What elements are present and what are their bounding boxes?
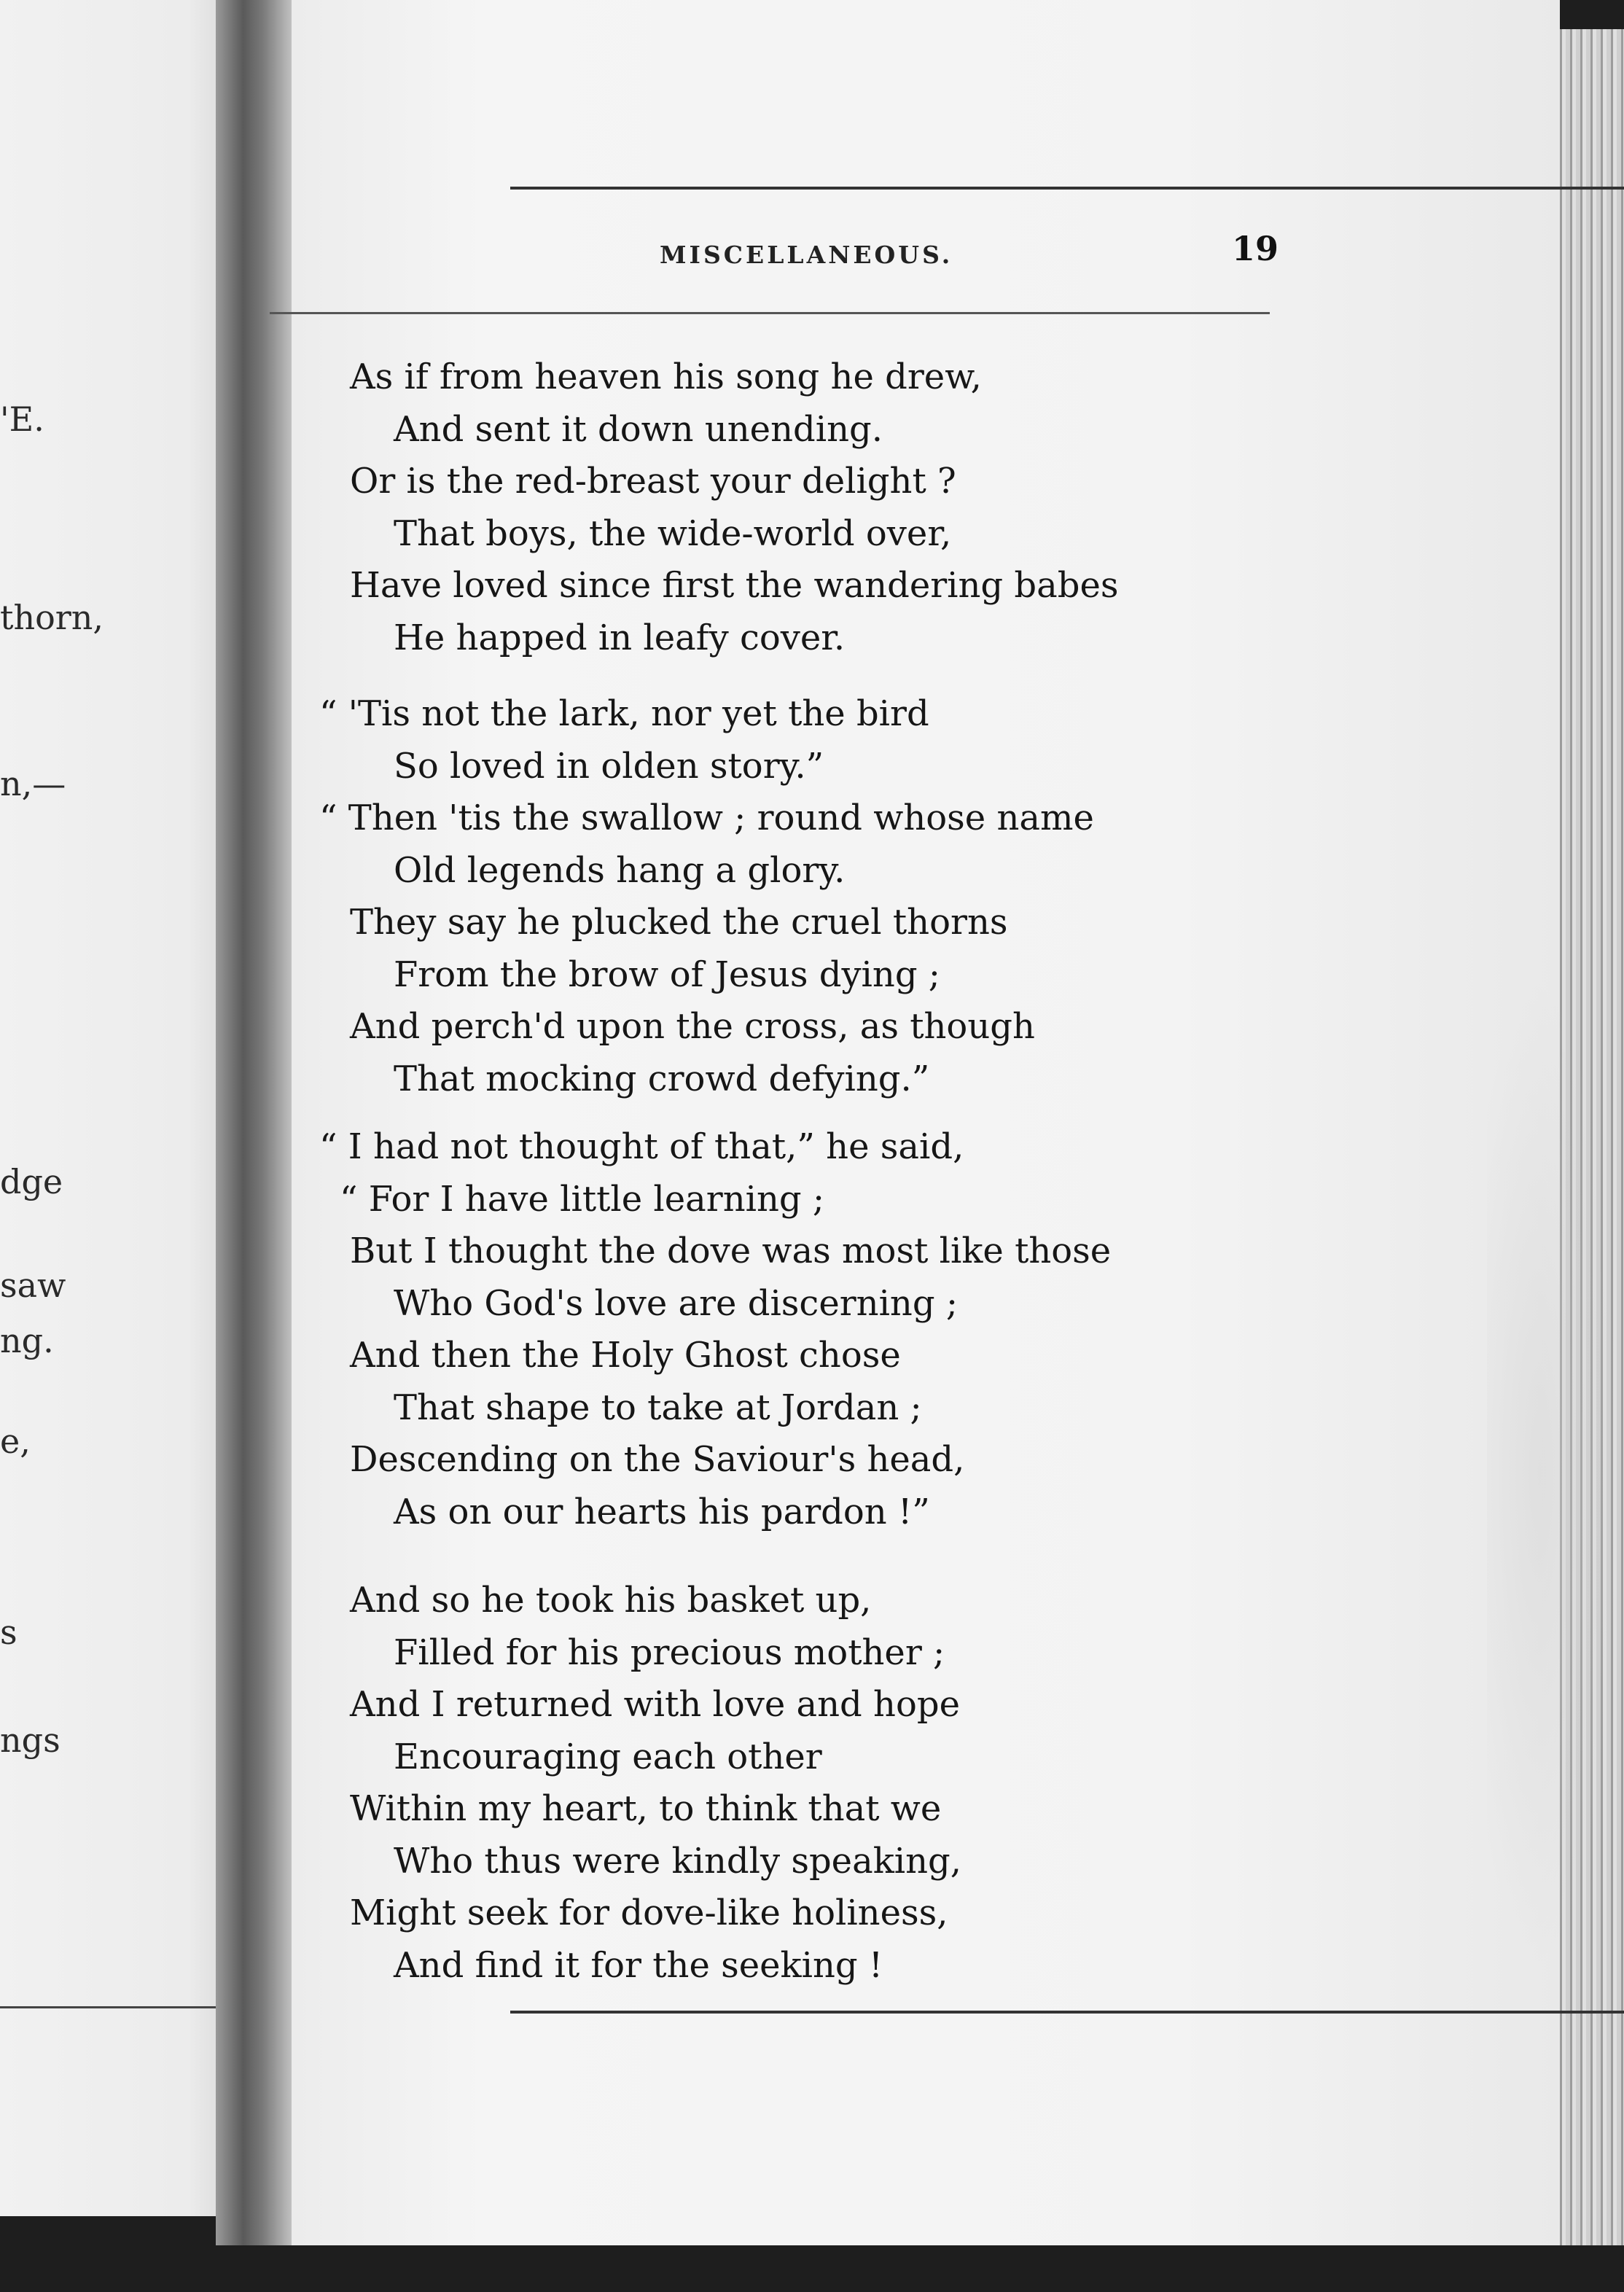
facing-page-fragment: ng. <box>0 1321 54 1360</box>
poem-line: That mocking crowd defying.” <box>394 1058 930 1099</box>
book-gutter <box>216 0 294 2245</box>
poem-line: Old legends hang a glory. <box>394 849 846 891</box>
facing-page-fragment: 'E. <box>0 399 44 439</box>
facing-page <box>0 0 235 2216</box>
poem-line: And I returned with love and hope <box>350 1684 960 1725</box>
poem-line: He happed in leafy cover. <box>394 617 846 658</box>
poem-line: Within my heart, to think that we <box>350 1788 942 1829</box>
header-rule <box>270 312 1270 314</box>
poem-line: That boys, the wide-world over, <box>394 512 952 554</box>
poem-line: But I thought the dove was most like those <box>350 1231 1112 1271</box>
poem-line: “ For I have little learning ; <box>340 1178 825 1220</box>
poem-line: Or is the red-breast your delight ? <box>350 461 956 502</box>
poem-line: Descending on the Saviour's head, <box>350 1439 965 1480</box>
poem-line: They say he plucked the cruel thorns <box>350 902 1008 943</box>
poem-line: As on our hearts his pardon !” <box>394 1491 930 1532</box>
facing-page-fragment: s <box>0 1613 17 1652</box>
poem-line: And perch'd upon the cross, as though <box>350 1006 1035 1047</box>
poem-line: As if from heaven his song he drew, <box>350 356 982 397</box>
poem-line: From the brow of Jesus dying ; <box>394 954 940 995</box>
poem-line: That shape to take at Jordan ; <box>394 1387 922 1428</box>
facing-page-fragment: e, <box>0 1422 31 1461</box>
poem-line: So loved in olden story.” <box>394 745 824 787</box>
stanza <box>319 1121 1312 1538</box>
poem-line: And then the Holy Ghost chose <box>350 1335 901 1376</box>
poem-line: And find it for the seeking ! <box>394 1944 883 1986</box>
facing-page-fragment: saw <box>0 1266 66 1305</box>
stanza <box>350 1575 1312 1992</box>
stanza <box>319 688 1312 1105</box>
stanza <box>350 351 1312 664</box>
facing-page-fragment: dge <box>0 1162 63 1201</box>
facing-page-fragment: ngs <box>0 1720 60 1760</box>
poem-line: “ I had not thought of that,” he said, <box>319 1126 964 1167</box>
poem-line: Who God's love are discerning ; <box>394 1282 958 1324</box>
poem-line: Might seek for dove-like holiness, <box>350 1893 948 1933</box>
poem-line: And so he took his basket up, <box>350 1580 872 1621</box>
poem-line: “ Then 'tis the swallow ; round whose name <box>319 798 1094 838</box>
poem-line: Who thus were kindly speaking, <box>394 1840 962 1882</box>
poem-line: And sent it down unending. <box>394 408 883 450</box>
poem-line: Have loved since first the wandering babes <box>350 565 1119 606</box>
facing-page-fragment: thorn, <box>0 598 104 637</box>
facing-page-rule <box>0 2006 235 2008</box>
poem-line: Filled for his precious mother ; <box>394 1632 945 1673</box>
poem-line: Encouraging each other <box>394 1736 822 1777</box>
running-head: MISCELLANEOUS. <box>660 241 953 269</box>
page-number: 19 <box>1232 229 1279 268</box>
facing-page-fragment: n,— <box>0 764 66 803</box>
poem-line: “ 'Tis not the lark, nor yet the bird <box>319 693 929 734</box>
